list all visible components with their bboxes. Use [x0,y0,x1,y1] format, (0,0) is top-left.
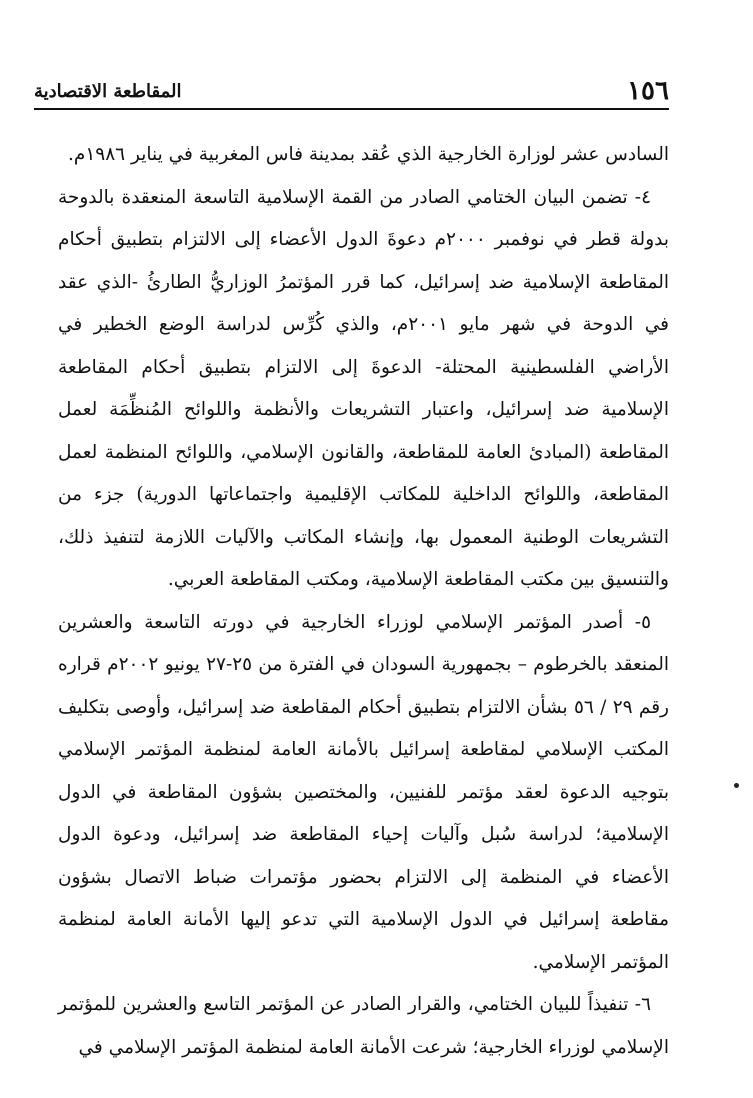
body-text [58,134,669,1069]
page-header [34,74,669,110]
paragraph-item-4: ٤- تضمن البيان الختامي الصادر من القمة الإسلامية التاسعة المنعقدة بالدوحة بدولة قطر في نوفمبر ٢٠٠٠م دعوةَ الدول الأعضاء إلى الالتزام بتطبيق أحكام المقاطعة الإسلامية ضد إسرائيل، كما قرر المؤتمرُ الوزاريُّ الطارئُ -الذي عقد في الدوحة في شهر مايو ٢٠٠١م، والذي كُرِّس لدراسة الوضع الخطير في الأراضي الفلسطينية المحتلة- الدعوةَ إلى الالتزام بتطبيق أحكام المقاطعة الإسلامية ضد إسرائيل، واعتبار التشريعات والأنظمة واللوائح المُنظِّمَة لعمل المقاطعة (المبادئ العامة للمقاطعة، والقانون الإسلامي، واللوائح المنظمة لعمل المقاطعة، واللوائح الداخلية للمكاتب الإقليمية واجتماعاتها الدورية) جزء من التشريعات الوطنية المعمول بها، وإنشاء المكاتب والآليات اللازمة لتنفيذ ذلك، والتنسيق بين مكتب المقاطعة الإسلامية، ومكتب المقاطعة العربي. [58,186,669,590]
margin-dot-mark [734,783,739,788]
paragraph-item-6: ٦- تنفيذاً للبيان الختامي، والقرار الصادر عن المؤتمر التاسع والعشرين للمؤتمر الإسلامي لوزراء الخارجية؛ شرعت الأمانة العامة لمنظمة المؤتمر الإسلامي في [58,994,669,1058]
paragraph-continuation: السادس عشر لوزارة الخارجية الذي عُقد بمدينة فاس المغربية في يناير ١٩٨٦م. [68,144,669,165]
running-title: المقاطعة الاقتصادية [34,81,182,102]
paragraph-item-5: ٥- أصدر المؤتمر الإسلامي لوزراء الخارجية في دورته التاسعة والعشرين المنعقد بالخرطوم – بجمهورية السودان في الفترة من ٢٥-٢٧ يونيو ٢٠٠٢م قراره رقم ٢٩ / ٥٦ بشأن الالتزام بتطبيق أحكام المقاطعة ضد إسرائيل، وأوصى بتكليف المكتب الإسلامي لمقاطعة إسرائيل بالأمانة العامة لمنظمة المؤتمر الإسلامي بتوجيه الدعوة لعقد مؤتمر للفنيين، والمختصين بشؤون المقاطعة في الدول الإسلامية؛ لدراسة سُبل وآليات إحياء المقاطعة ضد إسرائيل، ودعوة الدول الأعضاء في المنظمة إلى الالتزام بحضور مؤتمرات ضباط الاتصال بشؤون مقاطعة إسرائيل في الدول الإسلامية التي تدعو إليها الأمانة العامة لمنظمة المؤتمر الإسلامي. [58,611,669,973]
page-number: ١٥٦ [627,76,669,106]
